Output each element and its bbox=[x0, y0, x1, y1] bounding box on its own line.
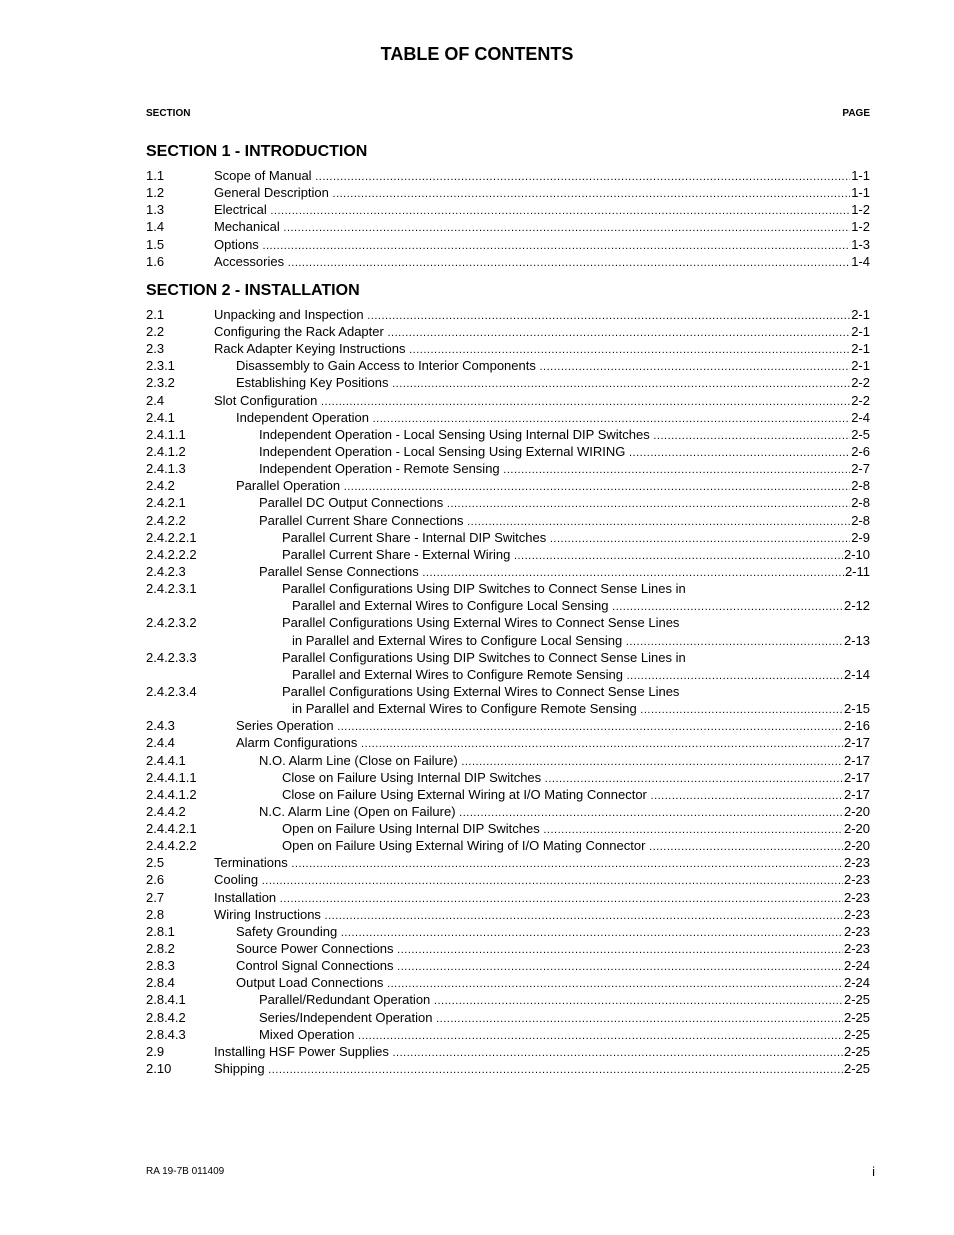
section-heading: SECTION 2 - INSTALLATION bbox=[146, 281, 360, 299]
toc-entry-title: Alarm Configurations bbox=[236, 735, 358, 751]
toc-entry-page: 1-1 bbox=[851, 185, 870, 201]
toc-entry-number: 2.4.4.2.2 bbox=[146, 838, 197, 854]
toc-entry[interactable] bbox=[146, 957, 870, 974]
toc-entry[interactable] bbox=[146, 443, 870, 460]
toc-entry[interactable] bbox=[146, 340, 870, 357]
toc-entry-number: 2.4.2.2.1 bbox=[146, 529, 197, 545]
toc-entry-page: 2-23 bbox=[843, 872, 870, 888]
toc-entry-title: Scope of Manual bbox=[214, 168, 312, 183]
toc-entry-title: Parallel Current Share - External Wiring bbox=[282, 546, 511, 562]
toc-entry[interactable] bbox=[146, 803, 870, 820]
toc-entry[interactable] bbox=[146, 546, 870, 563]
toc-entry[interactable] bbox=[146, 889, 870, 906]
toc-entry-title: Series/Independent Operation bbox=[259, 1009, 433, 1025]
toc-entry-title: Independent Operation - Local Sensing Using External WIRING bbox=[259, 443, 626, 459]
toc-entry-page: 1-2 bbox=[851, 202, 870, 218]
toc-entry-page: 2-15 bbox=[843, 701, 870, 717]
toc-entry-number: 2.4.2.1 bbox=[146, 495, 186, 511]
toc-entry[interactable] bbox=[146, 786, 870, 803]
toc-entry-title: Independent Operation - Remote Sensing bbox=[259, 461, 500, 477]
toc-entry-number: 2.9 bbox=[146, 1043, 165, 1059]
toc-entry-number: 2.4.1.1 bbox=[146, 426, 186, 442]
toc-entry-page: 2-4 bbox=[851, 409, 870, 425]
toc-entry-page: 2-9 bbox=[851, 529, 870, 545]
toc-entry-number: 2.7 bbox=[146, 889, 165, 905]
toc-entry[interactable] bbox=[146, 201, 870, 218]
toc-entry-number: 2.2 bbox=[146, 323, 165, 339]
toc-entry-number: 2.8.2 bbox=[146, 941, 175, 957]
toc-entry-number: 2.4.2.2.2 bbox=[146, 546, 197, 562]
toc-entry-number: 1.5 bbox=[146, 236, 165, 252]
toc-entry-number: 1.6 bbox=[146, 253, 165, 269]
toc-entry-number: 2.8.4.2 bbox=[146, 1009, 186, 1025]
toc-entry[interactable] bbox=[146, 357, 870, 374]
toc-entry-title: Parallel DC Output Connections bbox=[259, 495, 444, 511]
toc-entry-page: 2-25 bbox=[843, 992, 870, 1008]
toc-entry[interactable] bbox=[146, 649, 870, 666]
toc-entry-number: 2.8.4.3 bbox=[146, 1026, 186, 1042]
toc-entry-title: Unpacking and Inspection bbox=[214, 306, 364, 322]
toc-entry-page: 2-10 bbox=[843, 546, 870, 562]
toc-entry-page: 2-1 bbox=[851, 323, 870, 339]
toc-entry-page: 2-23 bbox=[843, 889, 870, 905]
document-id: RA 19-7B 011409 bbox=[146, 1166, 225, 1177]
dot-leader bbox=[288, 255, 851, 272]
toc-entry-number: 2.3.1 bbox=[146, 358, 175, 374]
toc-entry-title: Independent Operation - Local Sensing Using Internal DIP Switches bbox=[259, 426, 650, 442]
toc-entry[interactable] bbox=[146, 940, 870, 957]
toc-entry-page: 2-25 bbox=[843, 1009, 870, 1025]
toc-entry[interactable] bbox=[146, 167, 870, 184]
toc-entry-number: 2.5 bbox=[146, 855, 165, 871]
toc-entry-number: 2.8.4.1 bbox=[146, 992, 186, 1008]
toc-entry[interactable] bbox=[146, 563, 870, 580]
toc-entry-page: 2-8 bbox=[851, 512, 870, 528]
toc-entry[interactable] bbox=[146, 392, 870, 409]
toc-entry[interactable] bbox=[146, 974, 870, 991]
toc-entry-number: 2.4.2 bbox=[146, 478, 175, 494]
toc-entry-page: 2-24 bbox=[843, 958, 870, 974]
toc-entry[interactable] bbox=[146, 752, 870, 769]
toc-entry-number: 2.4.4.2.1 bbox=[146, 821, 197, 837]
toc-entry-page: 2-20 bbox=[843, 838, 870, 854]
toc-entry-title: Close on Failure Using External Wiring at I/O Mating Connector bbox=[282, 786, 647, 802]
toc-entry-title: Slot Configuration bbox=[214, 392, 318, 408]
toc-entry-title: Output Load Connections bbox=[236, 975, 384, 991]
toc-entry[interactable] bbox=[146, 477, 870, 494]
toc-entry-title: N.C. Alarm Line (Open on Failure) bbox=[259, 803, 456, 819]
section-heading: SECTION 1 - INTRODUCTION bbox=[146, 143, 368, 160]
toc-entry-title: Parallel Configurations Using DIP Switches to Connect Sense Lines in bbox=[282, 649, 686, 665]
toc-entry-title: Parallel Sense Connections bbox=[259, 563, 419, 579]
toc-entry-page: 2-20 bbox=[843, 821, 870, 837]
toc-entry[interactable] bbox=[146, 991, 870, 1008]
toc-entry-title-continued: Parallel and External Wires to Configure Remote Sensing bbox=[292, 666, 623, 682]
toc-entry-title: Series Operation bbox=[236, 718, 334, 734]
toc-entry[interactable] bbox=[146, 580, 870, 597]
toc-entry-number: 2.8.1 bbox=[146, 923, 175, 939]
toc-entry-title: Parallel Operation bbox=[236, 478, 341, 494]
toc-entry-page: 2-17 bbox=[843, 786, 870, 802]
toc-entry-page: 2-16 bbox=[843, 718, 870, 734]
toc-entry-page: 2-25 bbox=[843, 1026, 870, 1042]
toc-entry-page: 2-7 bbox=[851, 461, 870, 477]
toc-entry-page: 2-8 bbox=[851, 495, 870, 511]
toc-entry-number: 2.4.2.3.1 bbox=[146, 581, 197, 597]
section-column-header: SECTION bbox=[146, 108, 191, 119]
toc-entry-number: 2.4.2.3.4 bbox=[146, 683, 197, 699]
toc-entry-page: 2-23 bbox=[843, 941, 870, 957]
toc-entry-continuation[interactable] bbox=[146, 597, 870, 614]
toc-entry[interactable] bbox=[146, 683, 870, 700]
toc-entry-title: Source Power Connections bbox=[236, 941, 394, 957]
toc-entry-number: 2.4.2.2 bbox=[146, 512, 186, 528]
toc-entry-page: 2-14 bbox=[843, 666, 870, 682]
toc-entry[interactable] bbox=[146, 871, 870, 888]
toc-entry[interactable] bbox=[146, 854, 870, 871]
toc-entry[interactable] bbox=[146, 1060, 870, 1077]
toc-entry-title: Parallel Current Share Connections bbox=[259, 512, 464, 528]
toc-entry-title: Independent Operation bbox=[236, 409, 369, 425]
toc-entry-number: 2.3.2 bbox=[146, 375, 175, 391]
toc-entry-title: Electrical bbox=[214, 202, 267, 218]
toc-entry-page: 2-5 bbox=[851, 426, 870, 442]
toc-entry[interactable] bbox=[146, 1026, 870, 1043]
toc-entry-page: 2-25 bbox=[843, 1061, 870, 1077]
toc-entry-page: 2-23 bbox=[843, 855, 870, 871]
toc-entry-number: 2.4.1.3 bbox=[146, 461, 186, 477]
toc-entry-number: 1.4 bbox=[146, 219, 165, 235]
toc-entry-title: Disassembly to Gain Access to Interior Components bbox=[236, 358, 536, 374]
toc-entry-page: 2-8 bbox=[851, 478, 870, 494]
toc-entry[interactable] bbox=[146, 1043, 870, 1060]
toc-entry[interactable] bbox=[146, 820, 870, 837]
toc-entry-number: 2.1 bbox=[146, 306, 165, 322]
toc-entry-page: 2-17 bbox=[843, 752, 870, 768]
toc-entry-number: 2.4.4.1 bbox=[146, 752, 186, 768]
toc-entry[interactable] bbox=[146, 184, 870, 201]
toc-entry-page: 2-1 bbox=[851, 306, 870, 322]
toc-entry-title: N.O. Alarm Line (Close on Failure) bbox=[259, 752, 458, 768]
toc-entry-page: 2-12 bbox=[843, 598, 870, 614]
toc-entry-title-continued: in Parallel and External Wires to Configure Remote Sensing bbox=[292, 701, 637, 717]
toc-entry-number: 2.8.4 bbox=[146, 975, 175, 991]
toc-entry-page: 2-20 bbox=[843, 803, 870, 819]
page-number: i bbox=[872, 1164, 875, 1179]
toc-entry-title: Mixed Operation bbox=[259, 1026, 355, 1042]
toc-entry-page: 2-23 bbox=[843, 923, 870, 939]
toc-entry-title: Mechanical bbox=[214, 219, 280, 235]
toc-entry-page: 2-1 bbox=[851, 358, 870, 374]
toc-entry[interactable] bbox=[146, 512, 870, 529]
toc-entry[interactable] bbox=[146, 529, 870, 546]
toc-entry-title: Parallel Current Share - Internal DIP Switches bbox=[282, 529, 547, 545]
toc-entry-page: 2-17 bbox=[843, 735, 870, 751]
toc-entry-page: 2-24 bbox=[843, 975, 870, 991]
toc-entry-number: 2.4.4.1.1 bbox=[146, 769, 197, 785]
toc-entry-title: Close on Failure Using Internal DIP Switches bbox=[282, 769, 542, 785]
toc-entry-title: Shipping bbox=[214, 1061, 265, 1077]
page-column-header: PAGE bbox=[842, 108, 870, 119]
toc-entry[interactable] bbox=[146, 460, 870, 477]
toc-entry-continuation[interactable] bbox=[146, 632, 870, 649]
toc-entry-page: 2-13 bbox=[843, 632, 870, 648]
dot-leader bbox=[268, 1062, 843, 1079]
page-title: TABLE OF CONTENTS bbox=[380, 44, 574, 64]
toc-entry-number: 2.4.2.3 bbox=[146, 563, 186, 579]
toc-entry[interactable] bbox=[146, 409, 870, 426]
toc-entry[interactable] bbox=[146, 494, 870, 511]
toc-entry[interactable] bbox=[146, 374, 870, 391]
toc-entry-page: 2-11 bbox=[844, 563, 870, 579]
toc-entry-title: General Description bbox=[214, 185, 329, 201]
toc-entry[interactable] bbox=[146, 1009, 870, 1026]
toc-entry-number: 2.4.2.3.2 bbox=[146, 615, 197, 631]
toc-entry-title: Wiring Instructions bbox=[214, 906, 321, 922]
toc-entry-title: Establishing Key Positions bbox=[236, 375, 389, 391]
toc-entry-number: 1.2 bbox=[146, 185, 165, 201]
toc-entry-title: Open on Failure Using External Wiring of I/O Mating Connector bbox=[282, 838, 646, 854]
toc-entry[interactable] bbox=[146, 218, 870, 235]
toc-entry-number: 2.4.4.1.2 bbox=[146, 786, 197, 802]
toc-entry-continuation[interactable] bbox=[146, 700, 870, 717]
toc-entry-title-continued: Parallel and External Wires to Configure Local Sensing bbox=[292, 598, 609, 614]
toc-entry[interactable] bbox=[146, 426, 870, 443]
toc-entry-title: Parallel Configurations Using DIP Switches to Connect Sense Lines in bbox=[282, 581, 686, 597]
toc-entry-title: Cooling bbox=[214, 872, 259, 888]
toc-entry[interactable] bbox=[146, 717, 870, 734]
toc-entry[interactable] bbox=[146, 923, 870, 940]
toc-entry-title: Parallel Configurations Using External Wires to Connect Sense Lines bbox=[282, 683, 680, 699]
toc-entry[interactable] bbox=[146, 253, 870, 270]
toc-entry-page: 2-1 bbox=[851, 341, 870, 357]
toc-entry-page: 1-1 bbox=[851, 168, 870, 183]
toc-entry-title: Installation bbox=[214, 889, 277, 905]
toc-entry-number: 2.3 bbox=[146, 341, 165, 357]
toc-entry-number: 2.10 bbox=[146, 1061, 172, 1077]
toc-entry-title: Safety Grounding bbox=[236, 923, 338, 939]
toc-entry[interactable] bbox=[146, 837, 870, 854]
toc-entry-page: 1-3 bbox=[851, 236, 870, 252]
toc-entry[interactable] bbox=[146, 769, 870, 786]
toc-entry-page: 2-23 bbox=[843, 906, 870, 922]
toc-entry-title: Options bbox=[214, 236, 259, 252]
toc-entry-page: 2-2 bbox=[851, 375, 870, 391]
toc-entry-title: Terminations bbox=[214, 855, 288, 871]
toc-entry[interactable] bbox=[146, 323, 870, 340]
toc-entry-page: 1-2 bbox=[851, 219, 870, 235]
toc-entry-number: 2.4 bbox=[146, 392, 165, 408]
toc-entry-page: 2-2 bbox=[851, 392, 870, 408]
table-of-contents bbox=[146, 140, 870, 1077]
toc-entry-number: 2.8 bbox=[146, 906, 165, 922]
toc-entry[interactable] bbox=[146, 306, 870, 323]
toc-entry-title: Parallel/Redundant Operation bbox=[259, 992, 431, 1008]
toc-entry[interactable] bbox=[146, 236, 870, 253]
toc-entry-number: 2.4.1.2 bbox=[146, 443, 186, 459]
toc-entry-page: 1-4 bbox=[851, 253, 870, 269]
toc-entry-number: 2.4.4 bbox=[146, 735, 175, 751]
toc-entry[interactable] bbox=[146, 734, 870, 751]
toc-entry-page: 2-6 bbox=[851, 443, 870, 459]
toc-entry-title: Control Signal Connections bbox=[236, 958, 394, 974]
toc-entry-title: Installing HSF Power Supplies bbox=[214, 1043, 389, 1059]
toc-entry-number: 2.4.3 bbox=[146, 718, 175, 734]
toc-entry-title: Open on Failure Using Internal DIP Switches bbox=[282, 821, 540, 837]
toc-entry-continuation[interactable] bbox=[146, 666, 870, 683]
toc-entry-number: 1.1 bbox=[146, 168, 165, 183]
toc-entry-title-continued: in Parallel and External Wires to Configure Local Sensing bbox=[292, 632, 623, 648]
toc-entry-title: Configuring the Rack Adapter bbox=[214, 323, 384, 339]
toc-entry-title: Accessories bbox=[214, 253, 285, 269]
toc-entry-number: 1.3 bbox=[146, 202, 165, 218]
toc-entry-number: 2.4.1 bbox=[146, 409, 175, 425]
toc-entry[interactable] bbox=[146, 614, 870, 631]
toc-entry-number: 2.6 bbox=[146, 872, 165, 888]
toc-entry-title: Rack Adapter Keying Instructions bbox=[214, 341, 406, 357]
toc-entry-number: 2.4.2.3.3 bbox=[146, 649, 197, 665]
toc-entry[interactable] bbox=[146, 906, 870, 923]
toc-entry-number: 2.4.4.2 bbox=[146, 803, 186, 819]
toc-entry-page: 2-25 bbox=[843, 1043, 870, 1059]
toc-entry-number: 2.8.3 bbox=[146, 958, 175, 974]
toc-entry-title: Parallel Configurations Using External Wires to Connect Sense Lines bbox=[282, 615, 680, 631]
toc-entry-page: 2-17 bbox=[843, 769, 870, 785]
